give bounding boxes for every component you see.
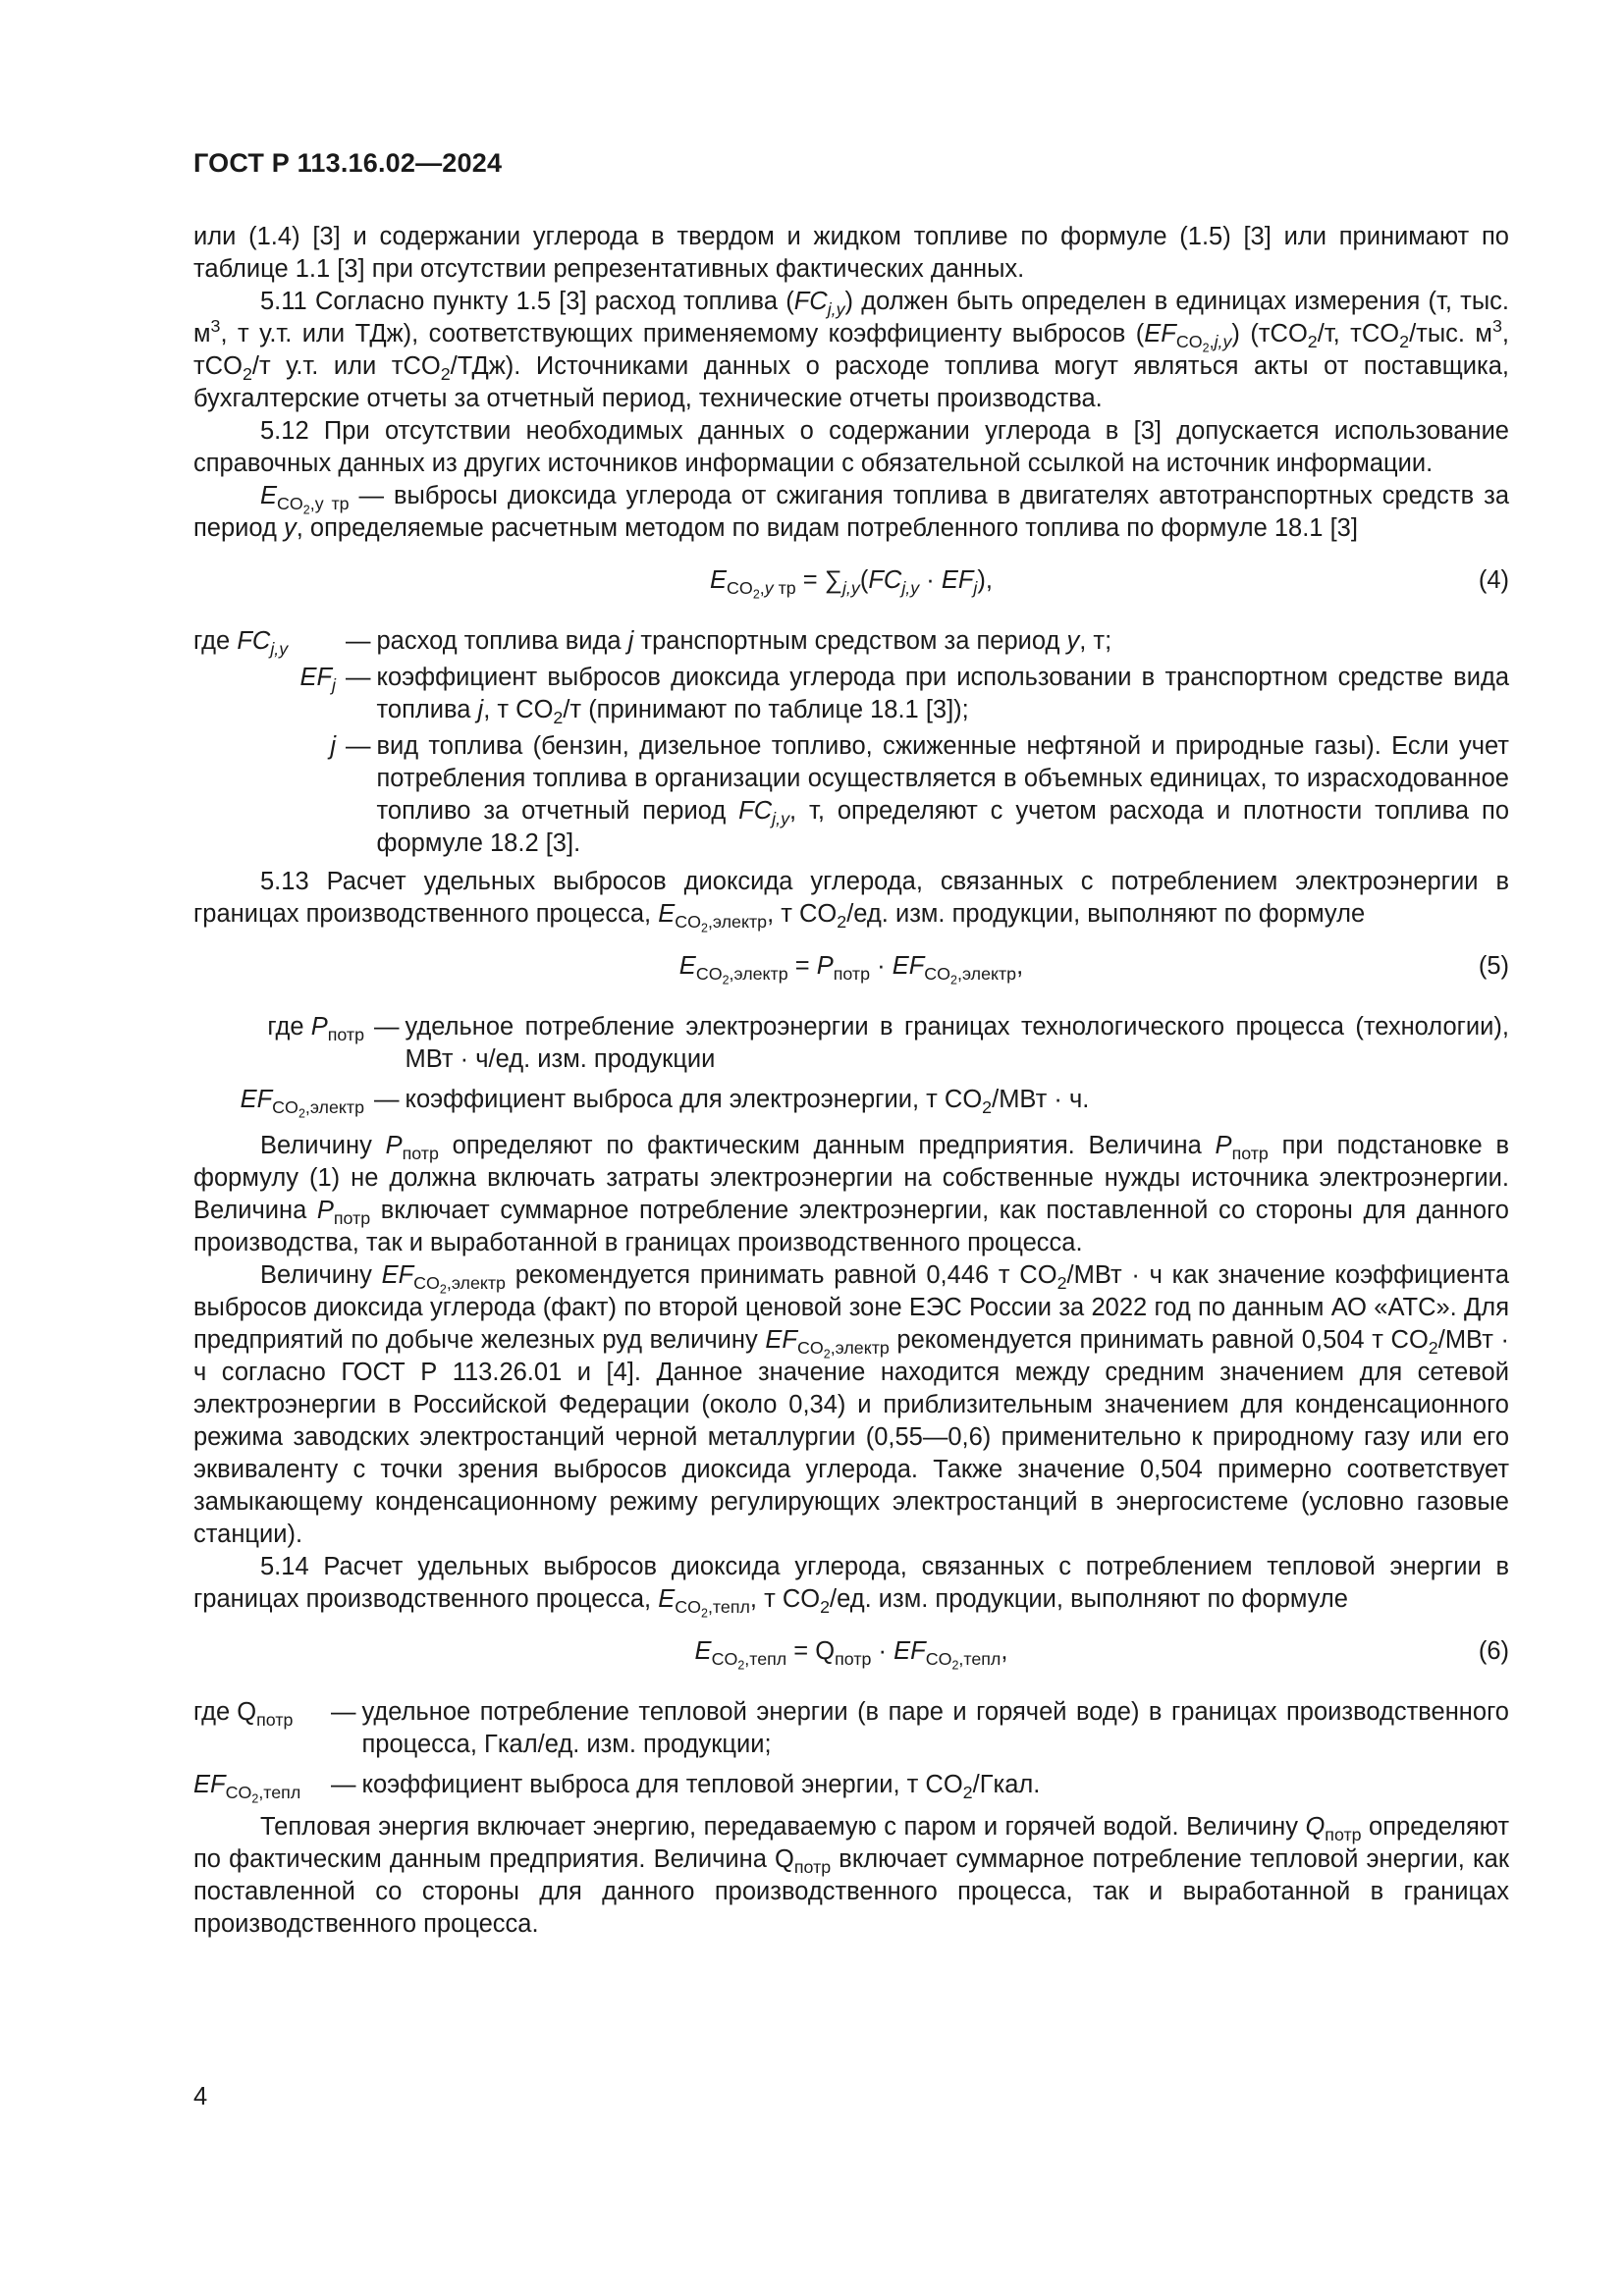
page-number: 4: [193, 2083, 208, 2110]
definition-term: $EF_j$: [299, 664, 336, 696]
document-body: [193, 221, 1509, 1941]
document-header: ГОСТ Р 113.16.02—2024: [193, 148, 503, 178]
definition-text: коэффициент выброса для тепловой энергии, т $CO_2$/Гкал.: [361, 1771, 1041, 1803]
definition-row: где $P_{потр}$ — удельное потребление электроэнергии в границах технологического процесса (технологии), МВт · ч/ед. изм. продукции: [193, 1011, 1509, 1076]
formula-5: [193, 950, 1509, 989]
formula-4: [193, 564, 1509, 604]
paragraph-p-consumption: Величину $P_{потр}$ определяют по фактическим данным предприятия. Величина $P_{потр}$ при подстановке в формулу (1) не должна включать затраты электроэнергии на собственные нужды источника электроэнергии. Величина $P_{потр}$ включает суммарное потребление электроэнергии, как поставленной со стороны для данного производства, так и выработанной в границах производственного процесса.: [193, 1132, 1509, 1256]
definition-term: j: [330, 732, 336, 760]
definition-term: где $Q_{потр}$: [193, 1698, 294, 1731]
definition-text: удельное потребление электроэнергии в границах технологического процесса (технологии), МВт · ч/ед. изм. продукции: [405, 1013, 1509, 1073]
definitions-formula-6: [193, 1696, 1509, 1806]
definition-row: $EF_{CO_2,электр}$ — коэффициент выброса для электроэнергии, т $CO_2$/МВт · ч.: [193, 1084, 1509, 1116]
paragraph-ef-electricity: Величину $EF_{CO_2,электр}$ рекомендуется принимать равной 0,446 т $CO_2$/МВт · ч как значение коэффициента выбросов диоксида углерода (факт) по второй ценовой зоне ЕЭС России за 2022 год по данным АО «АТС». Для предприятий по добыче железных руд величину $EF_{CO_2,электр}$ рекомендуется принимать равной 0,504 т $CO_2$/МВт · ч согласно ГОСТ Р 113.26.01 и [4]. Данное значение находится между средним значением для сетевой электроэнергии в Российской Федерации (около 0,34) и приблизительным значением для конденсационного режима заводских электростанций черной металлургии (0,55—0,6) применительно к природному газу или его эквиваленту с точки зрения выбросов диоксида углерода. Также значение 0,504 примерно соответствует замыкающему конденсационному режиму регулирующих электростанций в энергосистеме (условно газовые станции).: [193, 1261, 1510, 1548]
definition-text: вид топлива (бензин, дизельное топливо, сжиженные нефтяной и природные газы). Если учет потребления топлива в организации осуществляется в объемных единицах, то израсходованное топливо за отчетный период $FC_{j,y}$, т, определяют с учетом расхода и плотности топлива по формуле 18.2 [3].: [376, 732, 1510, 857]
definition-term: где $FC_{j,y}$: [193, 627, 289, 660]
definitions-formula-5: [193, 1011, 1509, 1121]
formula-6: [193, 1635, 1509, 1675]
definition-term: где $P_{потр}$: [267, 1013, 364, 1045]
formula-5-number: (5): [1478, 952, 1509, 980]
definition-term: $EF_{CO_2,электр}$: [240, 1086, 364, 1121]
definition-row: $EF_{CO_2,тепл}$ — коэффициент выброса для тепловой энергии, т $CO_2$/Гкал.: [193, 1769, 1509, 1801]
definition-row: где $Q_{потр}$ — удельное потребление тепловой энергии (в паре и горячей воде) в границах производственного процесса, Гкал/ед. изм. продукции;: [193, 1696, 1509, 1761]
formula-6-expression: $E_{CO_2,тепл} = Q_{потр} \cdot EF_{CO_2,тепл}$,: [694, 1637, 1008, 1673]
paragraph-e-transport: $E_{CO_2,y тр}$ — выбросы диоксида углерода от сжигания топлива в двигателях автотранспортных средств за период y, определяемые расчетным методом по видам потребленного топлива по формуле 18.1 [3]: [193, 482, 1510, 542]
paragraph-heat-energy: Тепловая энергия включает энергию, передаваемую с паром и горячей водой. Величину $Q_{потр}$ определяют по фактическим данным предприятия. Величина $Q_{потр}$ включает суммарное потребление тепловой энергии, как поставленной со стороны для данного производственного процесса, так и выработанной в границах производственного процесса.: [193, 1813, 1509, 1938]
definition-row: $EF_j$ — коэффициент выбросов диоксида углерода при использовании в транспортном средстве вида топлива j, т $CO_2/т$ (принимают по таблице 18.1 [3]);: [193, 662, 1509, 726]
paragraph-5-11: 5.11 Согласно пункту 1.5 [3] расход топлива $(FC_{j,y})$ должен быть определен в единицах измерения (т, тыс. $м^3$, т у.т. или ТДж), соответствующих применяемому коэффициенту выбросов $(EF_{CO_2,j,y})$ (тCO$_2$/т, тCO$_2$/тыс. $м^3$, тCO$_2$/т у.т. или тCO$_2$/ТДж). Источниками данных о расходе топлива могут являться акты от поставщика, бухгалтерские отчеты за отчетный период, технические отчеты производства.: [193, 288, 1509, 412]
definition-text: расход топлива вида j транспортным средством за период y, т;: [376, 627, 1112, 655]
definition-text: коэффициент выброса для электроэнергии, т $CO_2$/МВт · ч.: [405, 1086, 1090, 1118]
definition-text: удельное потребление тепловой энергии (в паре и горячей воде) в границах производственного процесса, Гкал/ед. изм. продукции;: [361, 1698, 1509, 1758]
definitions-formula-4: [193, 625, 1509, 860]
formula-4-expression: $E_{CO_2,y тр} = \sum_{j,y}(FC_{j,y} \cdot EF_j)$,: [710, 566, 993, 602]
paragraph-5-13: 5.13 Расчет удельных выбросов диоксида углерода, связанных с потреблением электроэнергии в границах производственного процесса, $E_{CO_2,электр}$, т $CO_2/ед$. изм. продукции, выполняют по формуле: [193, 868, 1509, 935]
document-page: [193, 0, 1509, 2296]
definition-row: где $FC_{j,y}$ — расход топлива вида j транспортным средством за период y, т;: [193, 625, 1509, 658]
definition-term: $EF_{CO_2,тепл}$: [193, 1771, 301, 1806]
formula-6-number: (6): [1478, 1637, 1509, 1665]
formula-5-expression: $E_{CO_2,электр} = P_{потр} \cdot EF_{CO_2,электр}$,: [678, 952, 1024, 988]
definition-text: коэффициент выбросов диоксида углерода при использовании в транспортном средстве вида топлива j, т $CO_2/т$ (принимают по таблице 18.1 [3]);: [376, 664, 1509, 728]
paragraph-continuation: или (1.4) [3] и содержании углерода в твердом и жидком топливе по формуле (1.5) [3] или принимают по таблице 1.1 [3] при отсутствии репрезентативных фактических данных.: [193, 223, 1509, 283]
formula-4-number: (4): [1478, 566, 1509, 594]
paragraph-5-14: 5.14 Расчет удельных выбросов диоксида углерода, связанных с потреблением тепловой энергии в границах производственного процесса, $E_{CO_2,тепл}$, т $CO_2/ед$. изм. продукции, выполняют по формуле: [193, 1553, 1509, 1621]
paragraph-5-12: 5.12 При отсутствии необходимых данных о содержании углерода в [3] допускается использование справочных данных из других источников информации с обязательной ссылкой на источник информации.: [193, 417, 1509, 477]
definition-row: j — вид топлива (бензин, дизельное топливо, сжиженные нефтяной и природные газы). Если учет потребления топлива в организации осуществляется в объемных единицах, то израсходованное топливо за отчетный период $FC_{j,y}$, т, определяют с учетом расхода и плотности топлива по формуле 18.2 [3].: [193, 730, 1509, 860]
